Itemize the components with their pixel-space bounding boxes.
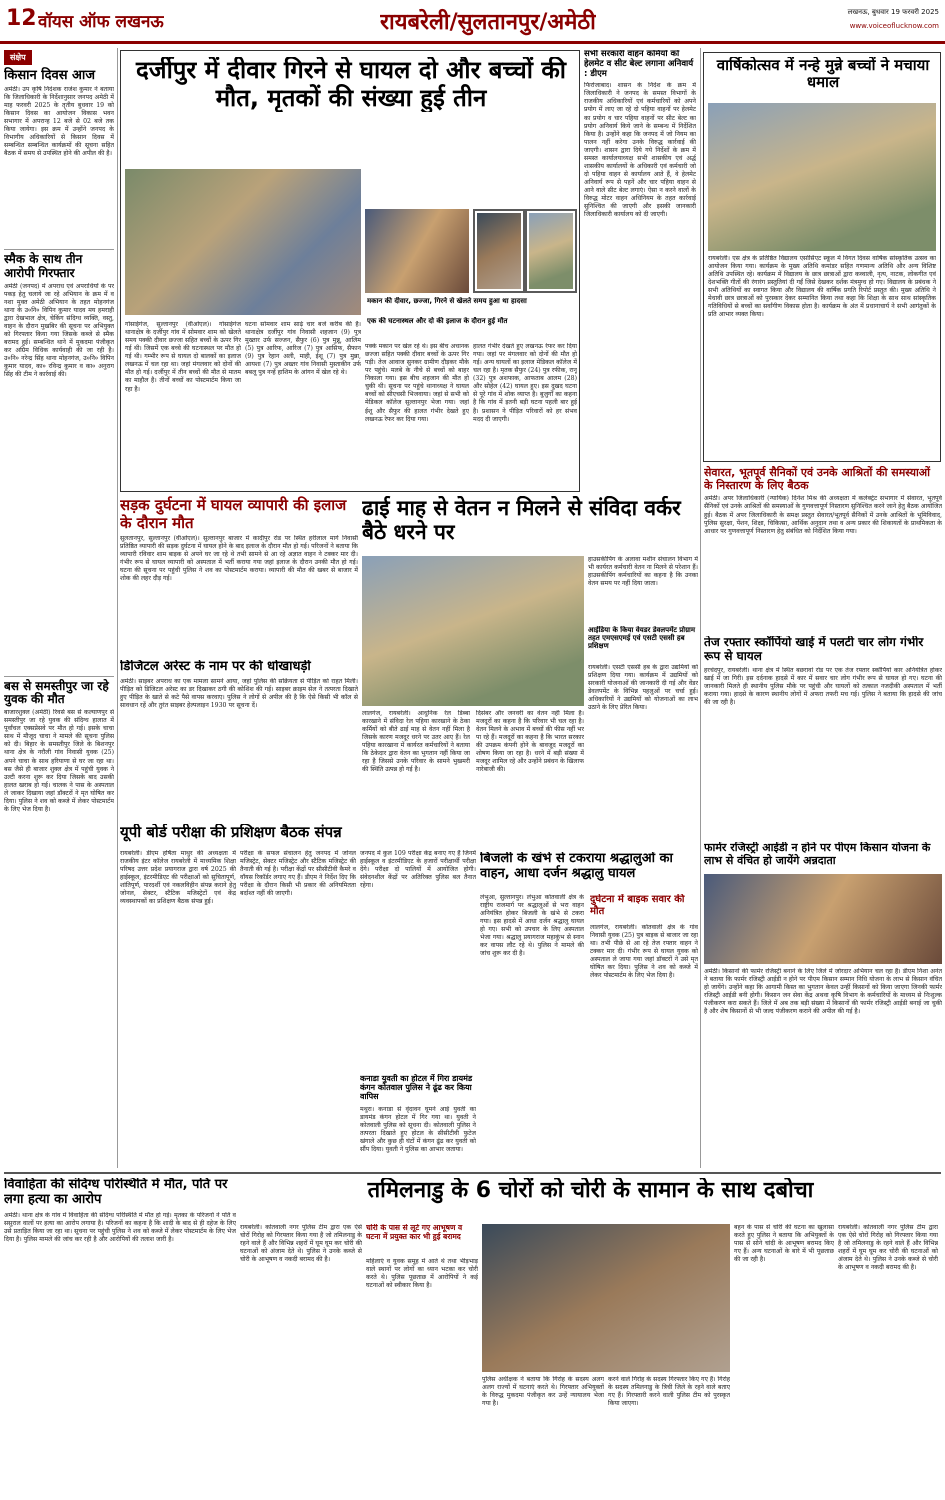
army-body: अमेठी। अपर जिलाधिकारी (न्यायिक) दिनेश मिश्र की अध्यक्षता में कलेक्ट्रेट सभागार में सेवारत, भूतपूर्व सैनिकों एवं उनके आश्रितों की समस्याओं के गुणवत्तापूर्ण निस्तारण सुनिश्चित करने जाने हेतु बैठक आयोजित हुई। बैठक में अपर जिलाधिकारी के समक्ष प्रस्तुत सेवारत/भूतपूर्व सैनिकों में उनके आश्रितों के भूमिविवाद, पुलिस सुरक्षा, पेंशन, शिक्षा, चिकित्सा, आर्थिक अनुदान तथा व अन्य प्रकार की शिकायतों के प्राथमिकता के आधार पर गुणवत्तापूर्ण निस्तारण हेतु संबंधित को निर्देशित किया गया। <box>704 495 942 535</box>
accident-body: सुलतानपुर, सुल्तानपुर (वीओएल)। सुल्तानपुर बाजार में कादीपुर रोड पर स्थित हरीलाल मार्ग निवासी प्रतिष्ठित व्यापारी की सड़क दुर्घटना में घायल होने के बाद इलाज के दौरान मौत हो गई। परिजनों ने बताया कि व्यापारी रविवार शाम बाइक से अपने घर जा रहे थे तभी सामने से आ रहे अज्ञात वाहन ने टक्कर मार दी। गंभीर रूप से घायल व्यापारी को अस्पताल में भर्ती कराया गया जहां इलाज के दौरान उनकी मौत हो गई। घटना की सूचना पर पहुंची पुलिस ने शव का पोस्टमार्टम कराया। व्यापारी की मौत की खबर से बाजार में शोक की लहर दौड़ गई। <box>120 535 358 583</box>
page-number: 12 <box>6 6 37 31</box>
theft-body: महिलाएं व युवक समूह में आते थे तथा भीड़भाड़ वाले स्थानों पर लोगों का ध्यान भटका कर चोरी करते थे। पुलिस पूछताछ में आरोपियों ने कई घटनाओं को स्वीकार किया है। <box>366 1258 478 1290</box>
theft-body: करने वाले गिरोह के सदस्य गिरफ्तार किए गए हैं। गिरोह के सदस्य तमिलनाडु के त्रिची जिले के रहने वाले बताए गए हैं। गिरफ्तारी करने वाली पुलिस टीम को पुरस्कृत किया जाएगा। <box>608 1376 730 1408</box>
farmer-body: अमेठी। किसानों की फार्मर रजिस्ट्री बनाने के लिए जिले में जोरदार अभियान चल रहा है। डीएम निशा अनंत ने बताया कि फार्मर रजिस्ट्री आईडी न होने पर पीएम किसान सम्मान निधि योजना के लाभ से किसान वंचित हो जायेंगे। उन्होंने कहा कि आगामी किस्त का भुगतान केवल उन्हीं किसानों को किया जाएगा जिनकी फार्मर रजिस्ट्री आईडी बनी होगी। किसान जन सेवा केंद्र अथवा कृषि विभाग के कर्मचारियों के माध्यम से निःशुल्क पंजीकरण करा सकते हैं। जिले में अब तक बड़ी संख्या में किसानों की फार्मर रजिस्ट्री आईडी बनाई जा चुकी है और शेष किसानों से भी जल्द पंजीकरण कराने की अपील की गई है। <box>704 968 942 1016</box>
scorpio-story <box>704 636 942 836</box>
lead-headline: दर्जीपुर में दीवार गिरने से घायल दो और बच्चों की मौत, मृतकों की संख्या हुई तीन <box>136 57 566 112</box>
lead-photo-crowd <box>125 169 361 315</box>
helmet-story <box>584 50 696 492</box>
dowry-body: अमेठी। थाना क्षेत्र के गांव में विवाहिता की संदिग्ध परिस्थिति में मौत हो गई। मृतका के परिजनों ने पति व ससुराल वालों पर हत्या का आरोप लगाया है। परिजनों का कहना है कि शादी के बाद से ही दहेज के लिए उसे प्रताड़ित किया जा रहा था। सूचना पर पहुंची पुलिस ने शव को कब्जे में लेकर पोस्टमार्टम के लिए भेज दिया है। पुलिस मामले की जांच कर रही है और आरोपियों की तलाश जारी है। <box>4 1211 236 1244</box>
farmer-headline: फार्मर रजिस्ट्री आईडी न होने पर पीएम किसान योजना के लाभ से वंचित हो जायेंगे अन्नदाता <box>704 842 931 867</box>
salary-photo <box>362 556 584 706</box>
bike-body: लालगंज, रायबरेली। कोतवाली क्षेत्र के गांव निवासी युवक (25) पुत्र बाइक से बाजार जा रहा था। तभी पीछे से आ रहे तेज रफ्तार वाहन ने टक्कर मार दी। गंभीर रूप से घायल युवक को अस्पताल ले जाया गया जहां डॉक्टरों ने उसे मृत घोषित कर दिया। पुलिस ने शव को कब्जे में लेकर पोस्टमार्टम के लिए भेज दिया है। <box>590 924 698 980</box>
theft-headline: तमिलनाडु के 6 चोरों को चोरी के सामान के साथ दबोचा <box>367 1178 814 1203</box>
army-headline: सेवारत, भूतपूर्व सैनिकों एवं उनके आश्रितों की समस्याओं के निस्तारण के लिए बैठक <box>704 466 931 493</box>
salary-body: हाउसकीपिंग के अलावा मशीन संचालन विभाग में भी कार्यरत कर्मचारी वेतन ना मिलने से परेशान हैं। हाउसकीपिंग कर्मचारियों का कहना है कि उनका वेतन समय पर नहीं दिया जाता। <box>588 556 698 588</box>
masthead <box>0 0 945 44</box>
digital-headline: डिजिटल अरेस्ट के नाम पर की धोखाधड़ी <box>120 660 311 674</box>
sidebar-briefs <box>4 50 114 1168</box>
farmer-registry-story <box>704 842 942 1168</box>
scorpio-headline: तेज रफ्तार स्कॉर्पियो खाई में पलटी चार लोग गंभीर रूप से घायल <box>704 636 924 663</box>
lead-body: घटना सोमवार शाम साढ़े चार बजे करीब की है। थानाक्षेत्र दर्जीपुर गांव निवासी शहजान (9) पुत्र मुख्तार उर्फ सज्जन, सैफुर (6) पुत्र मुन्नू, आलिम (5) पुत्र आरिफ, आरिज (7) पुत्र आसिफ, सैफान (9) पुत्र रेहान अली, माही, ईशू (7) पुत्र मुन्ना, आयशा (7) पुत्र अख्तर गांव निवासी मुस्ताकीन उर्फ बबलू पुत्र नन्हें हाशिम के आंगन में खेल रहे थे। <box>245 321 361 377</box>
salary-body: लालगंज, रायबरेली। आधुनिक रेल डिब्बा कारखाने में संविदा रेल पहिया कारखाने के ठेका कर्मियों को बीते ढाई माह से वेतन नहीं मिला है जिसके कारण मजदूर धरने पर उतर आए हैं। रेल पहिया कारखाना में कार्यरत कर्मचारियों ने बताया कि ठेकेदार द्वारा वेतन का भुगतान नहीं किया जा रहा है जिससे उनके परिवार के सामने भुखमरी की स्थिति उत्पन्न हो गई है। <box>362 710 470 774</box>
theft-highlight: चोरी के पास से लूटे गए आभूषण व घटना में प्रयुक्त कार भी हुई बरामद <box>366 1224 463 1241</box>
army-meeting-story <box>704 466 942 634</box>
salary-story <box>362 496 698 848</box>
website-link[interactable]: www.voiceoflucknow.com <box>849 22 939 30</box>
lead-body: हालत गंभीर देखते हुए लखनऊ रेफर कर दिया गया। जहां पर मंगलवार को दोनों की मौत हो गई। अन्य घायलों का इलाज मेडिकल कॉलेज में चल रहा है। मृतक सैफुर (24) पुत्र रफीक, रानू (32) पुत्र अशफाक, आफताब आलम (28) और सोहेल (42) घायल हुए। इस दुखद घटना से पूरे गांव में शोक व्याप्त है। बुजुर्गों का कहना है कि गांव में इतनी बड़ी घटना पहली बार हुई है। प्रशासन ने पीड़ित परिवारों को हर संभव मदद दी जाएगी। <box>473 343 577 423</box>
bike-headline: दुर्घटना में बाइक सवार की मौत <box>590 894 685 917</box>
dowry-story <box>4 1178 236 1496</box>
diamond-body: मथुरा। कनाडा से वृंदावन घूमने आई युवती का डायमंड कंगन होटल में गिर गया था। युवती ने कोतवाली पुलिस को सूचना दी। कोतवाली पुलिस ने तत्परता दिखाते हुए होटल के सीसीटीवी फुटेज खंगाले और कुछ ही घंटों में कंगन ढूंढ कर युवती को सौंप दिया। युवती ने पुलिस का आभार जताया। <box>360 1106 476 1154</box>
lead-photo-children <box>473 209 577 293</box>
annual-photo <box>708 103 936 251</box>
theft-body: रायबरेली। कोतवाली नगर पुलिस टीम द्वारा एक ऐसे चोरों गिरोह को गिरफ्तार किया गया है जो तमिलनाडु के रहने वाले हैं और विभिन्न शहरों में घूम घूम कर चोरी की घटनाओं को अंजाम देते थे। पुलिस ने उनके कब्जे से चोरी के आभूषण व नकदी बरामद की है। <box>240 1224 362 1264</box>
scorpio-body: हरचंदपुर, रायबरेली। थाना क्षेत्र में स्थित बछरावां रोड पर एक तेज रफ्तार स्कॉर्पियो कार अनियंत्रित होकर खाई में जा गिरी। इस दर्दनाक हादसे में कार में सवार चार लोग गंभीर रूप से घायल हो गए। घटना की जानकारी मिलते ही स्थानीय पुलिस मौके पर पहुंची और घायलों को तत्काल नजदीकी अस्पताल में भर्ती कराया गया। हादसे के कारण स्थानीय लोगों में अफरा तफरी मच गई। पुलिस ने बताया कि हादसे की जांच की जा रही है। <box>704 666 942 706</box>
briefs-tag: संक्षेप <box>4 50 32 65</box>
child-photo <box>475 211 523 291</box>
divider <box>4 676 114 677</box>
digital-body: अमेठी। साइबर अपराध का एक मामला सामने आया, जहां पुलिस की सक्रियता से पीड़ित को राहत मिली। पीड़ित को डिजिटल अरेस्ट का डर दिखाकर ठगी की कोशिश की गई। साइबर क्राइम सेल ने तत्परता दिखाते हुए पीड़ित के खाते से कटे पैसे वापस करवाए। पुलिस ने लोगों से अपील की है कि ऐसे किसी भी कॉल से सावधान रहें और तुरंत साइबर हेल्पलाइन 1930 पर सूचना दें। <box>120 677 358 710</box>
paper-name: वॉयस ऑफ लखनऊ <box>38 12 164 32</box>
annual-function-story <box>703 52 941 462</box>
divider <box>4 249 114 250</box>
salary-headline: ढाई माह से वेतन न मिलने से संविदा वर्कर बैठे धरने पर <box>362 496 681 545</box>
theft-body: बहन के पास से चोरी की घटना का खुलासा करते हुए पुलिस ने बताया कि अभियुक्तों के पास से सोने चांदी के आभूषण बरामद किए गए हैं। अन्य घटनाओं के बारे में भी पूछताछ की जा रही है। <box>734 1224 834 1264</box>
column-divider <box>117 48 118 1168</box>
board-body: रायबरेली। डीएम हर्षिता माथुर की अध्यक्षता में राजकीय इंटर कॉलेज रायबरेली में माध्यमिक शिक्षा परिषद उत्तर प्रदेश प्रयागराज द्वारा वर्ष 2025 की हाईस्कूल, इंटरमीडिएट की परीक्षाओं को सुचितापूर्ण, शांतिपूर्ण, पारदर्शी एवं नकलविहीन संपन्न कराने हेतु जोनल, सेक्टर, स्टैटिक मजिस्ट्रेटों एवं केंद्र व्यवस्थापकों का प्रशिक्षण बैठक संपन्न हुई। <box>120 850 236 906</box>
devotee-headline: बिजली के खंभे से टकराया श्रद्धालुओं का वाहन, आधा दर्जन श्रद्धालु घायल <box>480 852 673 881</box>
brief-headline: स्मैक के साथ तीन आरोपी गिरफ्तार <box>4 251 83 280</box>
board-exam-story <box>120 824 476 1170</box>
brief-body: बाजारशुक्ल (अमेठी) रिवर्स बस से कल्याणपुर से समस्तीपुर जा रहे युवक की संदिग्ध हालात में पूर्वांचल एक्सप्रेसवे पर मौत हो गई। इसके चाचा साथ में मौजूद चाचा ने मामले की सूचना पुलिस को दी। बिहार के समस्तीपुर जिले के बिशनपुर थाना क्षेत्र के नरौली गांव निवासी युवक (25) अपने चाचा के साथ हरियाणा से घर जा रहा था। बस जैसे ही बाजार शुक्ल क्षेत्र में पहुंची युवक ने उल्टी करना शुरू कर दिया जिसके बाद उसकी हालत खराब हो गई। चालक ने पास के अस्पताल ले जाकर दिखाया जहां डॉक्टरों ने मृत घोषित कर दिया। पुलिस ने शव को कब्जे में लेकर पोस्टमार्टम के लिए भेज दिया है। <box>4 709 114 813</box>
lead-photo-caption: एक की घटनास्थल और दो की इलाज के दौरान हुई मौत <box>367 317 508 325</box>
issue-date: लखनऊ, बुधवार 19 फरवरी 2025 <box>847 8 939 16</box>
vendor-headline: आईडिया के किया वेयडर डेवलपमेंट प्रोग्राम तहत एमएसएमई एवं एसटी एससी हब प्रशिक्षण <box>588 626 696 651</box>
lead-story <box>120 50 580 492</box>
lead-photo-caption: मकान की दीवार, छज्जा, गिरने से खेलते समय हुआ था हादसा <box>367 297 527 305</box>
brief-body: अमेठी। उप कृषि निदेशक राजेश कुमार ने बताया कि जिलाधिकारी के निर्देशानुसार जनपद अमेठी में माह फरवरी 2025 के तृतीय बुधवार 19 को किसान दिवस का आयोजन विकास भवन सभागार में अपरान्ह 12 बजे से 02 बजे तक किया जायेगा। इस क्रम में उन्होंने जनपद के विभागीय अधिकारियों से किसान दिवस में सम्बन्धित सम्बन्धित कार्यक्रमों की सूचना सहित बैठक में समय से उपस्थित होने की अपील की है। <box>4 85 114 158</box>
accident-story <box>120 496 358 656</box>
lead-body: गोसाईगंज, सुल्तानपुर (वीओएल)। गोसाईगंज थानाक्षेत्र के दर्जीपुर गांव में सोमवार शाम को खेलते समय पक्की दीवार छज्जा सहित बच्चों के ऊपर गिर गई थी। जिसमें एक बच्चे की घटनास्थल पर मौत हो गई थी। गम्भीर रूप से घायल दो बालकों का इलाज लखनऊ में चल रहा था। जहां मंगलवार को दोनों की मौत हो गई। दर्जीपुर में तीन बच्चों की मौत से मातम का माहौल है। तीनों बच्चों का पोस्टमार्टम किया जा रहा है। <box>125 321 241 393</box>
board-headline: यूपी बोर्ड परीक्षा की प्रशिक्षण बैठक संपन्न <box>120 824 342 841</box>
farmer-photo <box>704 874 942 964</box>
vendor-body: रायबरेली। एसटी एससी हब के द्वारा उद्यमियों को प्रशिक्षण दिया गया। कार्यक्रम में उद्यमियों को सरकारी योजनाओं की जानकारी दी गई और वेंडर डेवलपमेंट के विभिन्न पहलुओं पर चर्चा हुई। अधिकारियों ने उद्यमियों को योजनाओं का लाभ उठाने के लिए प्रेरित किया। <box>588 664 698 712</box>
theft-body: पुलिस अधीक्षक ने बताया कि गिरोह के सदस्य अलग अलग राज्यों में घटनाएं करते थे। गिरफ्तार अभियुक्तों के विरुद्ध मुकदमा पंजीकृत कर उन्हें न्यायालय भेजा गया है। <box>482 1376 604 1408</box>
salary-body: दिसंबर और जनवरी का वेतन नहीं मिला है। मजदूरों का कहना है कि परिवार भी चल रहा है। वेतन मिलने के अभाव में बच्चों की फीस नहीं भर पा रहे हैं। मजदूरों का कहना है कि भारत सरकार की उपक्रम कंपनी होने के बावजूद मजदूरों का शोषण किया जा रहा है। धरने में बड़ी संख्या में मजदूर शामिल रहे और उन्होंने प्रबंधन के खिलाफ नारेबाजी की। <box>476 710 584 774</box>
child-photo <box>527 211 575 291</box>
lead-photo-house <box>365 209 469 293</box>
board-body: जनपद में कुल 109 परीक्षा केंद्र बनाए गए हैं जिनमें हाईस्कूल व इंटरमीडिएट के हजारों परीक्षार्थी परीक्षा देंगे। परीक्षा दो पालियों में आयोजित होगी। संवेदनशील केंद्रों पर अतिरिक्त पुलिस बल तैनात रहेगा। <box>360 850 476 890</box>
lead-body: पक्के मकान पर खेल रहे थे। इस बीच अचानक छज्जा सहित पक्की दीवार बच्चों के ऊपर गिर पड़ी। तेज आवाज सुनकर ग्रामीण दौड़कर मौके पर पहुंचे। मलबे के नीचे से बच्चों को बाहर निकाला गया। इस बीच शहजान की मौत हो चुकी थी। सूचना पर पहुंचे थानाध्यक्ष ने घायल बच्चों को सीएचसी भिजवाया। जहां से सभी को मेडिकल कॉलेज सुल्तानपुर भेजा गया। जहां ईशू और सैफुर की हालत गंभीर देखते हुए लखनऊ रेफर कर दिया गया। <box>365 343 469 423</box>
region-title: रायबरेली/सुलतानपुर/अमेठी <box>380 10 596 35</box>
dowry-headline: विवाहिता की संदिग्ध परिस्थिति में मौत, पति पर लगा हत्या का आरोप <box>4 1178 228 1207</box>
devotee-body: लंभुआ, सुल्तानपुर। लंभुआ कोतवाली क्षेत्र के राष्ट्रीय राजमार्ग पर श्रद्धालुओं से भरा वाहन अनियंत्रित होकर बिजली के खंभे से टकरा गया। इस हादसे में आधा दर्जन श्रद्धालु घायल हो गए। सभी को उपचार के लिए अस्पताल भेजा गया। श्रद्धालु प्रयागराज महाकुंभ से स्नान कर वापस लौट रहे थे। पुलिस ने मामले की जांच शुरू कर दी है। <box>480 894 584 958</box>
section-divider <box>4 1172 941 1174</box>
brief-body: अमेठी (जनपद) में अपराध एवं अपराधियों के पर पकड़ हेतु चलाये जा रहे अभियान के क्रम में व नशा मुक्त अमेठी अभियान के तहत मोहनगंज थाना के उ०नि० विपिन कुमार यादव मय हमराही द्वारा देखभाल क्षेत्र, चेकिंग संदिग्ध व्यक्ति, वस्तु, वाहन के दौरान मुखबिर की सूचना पर अभियुक्त को गिरफ्तार किया गया जिसके कब्जे से स्मैक बरामद हुई। सम्बन्धित थाने में मुकदमा पंजीकृत कर अग्रिम विधिक कार्यवाही की जा रही है। उ०नि० नरेन्द्र सिंह थाना मोहनगंज, उ०नि० विपिन कुमार यादव, का० रविन्द्र कुमार व का० अनुराग सिंह की टीम ने कार्रवाई की। <box>4 282 114 379</box>
brief-headline: बस से समस्तीपुर जा रहे युवक की मौत <box>4 678 109 707</box>
diamond-headline: कनाडा युवती का होटल में गिरा डायमंड कंगन कोतवाल पुलिस ने ढूंढ कर किया वापिस <box>360 1074 473 1102</box>
annual-headline: वार्षिकोत्सव में नन्हे मुन्ने बच्चों ने मचाया धमाल <box>716 57 930 92</box>
theft-photo <box>482 1224 730 1372</box>
devotee-story <box>480 852 698 1170</box>
helmet-body: फिरोजाबाद। शासन के निर्देश के क्रम में जिलाधिकारी ने जनपद के समस्त विभागों के राजकीय अधिकारियों एवं कर्मचारियों को अपने प्रयोग में लाए जा रहे दो पहिया वाहनों पर हेलमेट का प्रयोग व चार पहिया वाहनों पर सीट बेल्ट का प्रयोग अनिवार्य किये जाने के सम्बन्ध में निर्देशित किया है। उन्होंने कहा कि जनपद में जो नियम का पालन नहीं करेगा उनके विरुद्ध कार्रवाई की जाएगी। शासन द्वारा दिये गये निर्देशों के क्रम में समस्त कार्यालयाध्यक्ष सभी शासकीय एवं अर्द्ध शासकीय कार्यालयों के अधिकारी एवं कर्मचारी जो दो पहिया वाहन से कार्यालय आते हैं, वे हेलमेट अनिवार्य रूप से पहनें और चार पहिया वाहन से आने वाले सीट बेल्ट लगाएं। ऐसा न करने वालों के विरुद्ध मोटर वाहन अधिनियम के तहत कार्रवाई सुनिश्चित की जाएगी और इसकी जानकारी जिलाधिकारी कार्यालय को दी जाएगी। <box>584 82 696 219</box>
theft-story <box>240 1178 941 1496</box>
helmet-headline: सभी सरकारी वाहन कर्मियों को हेलमेट व सीट बेल्ट लगाना अनिवार्य : डीएम <box>584 50 694 79</box>
theft-body: रायबरेली। कोतवाली नगर पुलिस टीम द्वारा एक ऐसे चोरों गिरोह को गिरफ्तार किया गया है जो तमिलनाडु के रहने वाले हैं और विभिन्न शहरों में घूम घूम कर चोरी की घटनाओं को अंजाम देते थे। पुलिस ने उनके कब्जे से चोरी के आभूषण व नकदी बरामद की है। <box>838 1224 938 1272</box>
column-divider <box>700 48 701 1168</box>
annual-body: रायबरेली। एस क्षेत्र के प्रतिष्ठित विद्यालय एसोसिएट स्कूल में विगत दिवस वार्षिक सांस्कृतिक उत्सव का आयोजन किया गया। कार्यक्रम के मुख्य अतिथि कमांडर सहित गणमान्य अतिथि और अन्य विशिष्ट अतिथि उपस्थित रहे। कार्यक्रम में विद्यालय के छात्र छात्राओं द्वारा कव्वाली, नृत्य, नाटक, लोकगीत एवं देशभक्ति गीतों की रंगारंग प्रस्तुतियां दी गईं जिसे देखकर दर्शक मंत्रमुग्ध हो गए। विद्यालय के प्रबंधक ने सभी अतिथियों का स्वागत किया और विद्यालय की वार्षिक प्रगति रिपोर्ट प्रस्तुत की। मुख्य अतिथि ने मेधावी छात्र छात्राओं को पुरस्कार देकर सम्मानित किया तथा कहा कि शिक्षा के साथ साथ सांस्कृतिक गतिविधियों से बच्चों का सर्वांगीण विकास होता है। कार्यक्रम के अंत में प्रधानाचार्य ने सभी आगंतुकों के प्रति आभार व्यक्त किया। <box>708 255 936 319</box>
brief-headline: किसान दिवस आज <box>4 68 95 83</box>
accident-headline: सड़क दुर्घटना में घायल व्यापारी की इलाज के दौरान मौत <box>120 496 347 532</box>
digital-arrest-story <box>120 660 358 820</box>
board-body: परीक्षा के सफल संचालन हेतु जनपद में जोनल मजिस्ट्रेट, सेक्टर मजिस्ट्रेट और स्टैटिक मजिस्ट्रेट की तैनाती की गई है। परीक्षा केंद्रों पर सीसीटीवी कैमरे व वॉयस रिकॉर्डर लगाए गए हैं। डीएम ने निर्देश दिए कि परीक्षा के दौरान किसी भी प्रकार की अनियमितता बर्दाश्त नहीं की जाएगी। <box>240 850 356 898</box>
